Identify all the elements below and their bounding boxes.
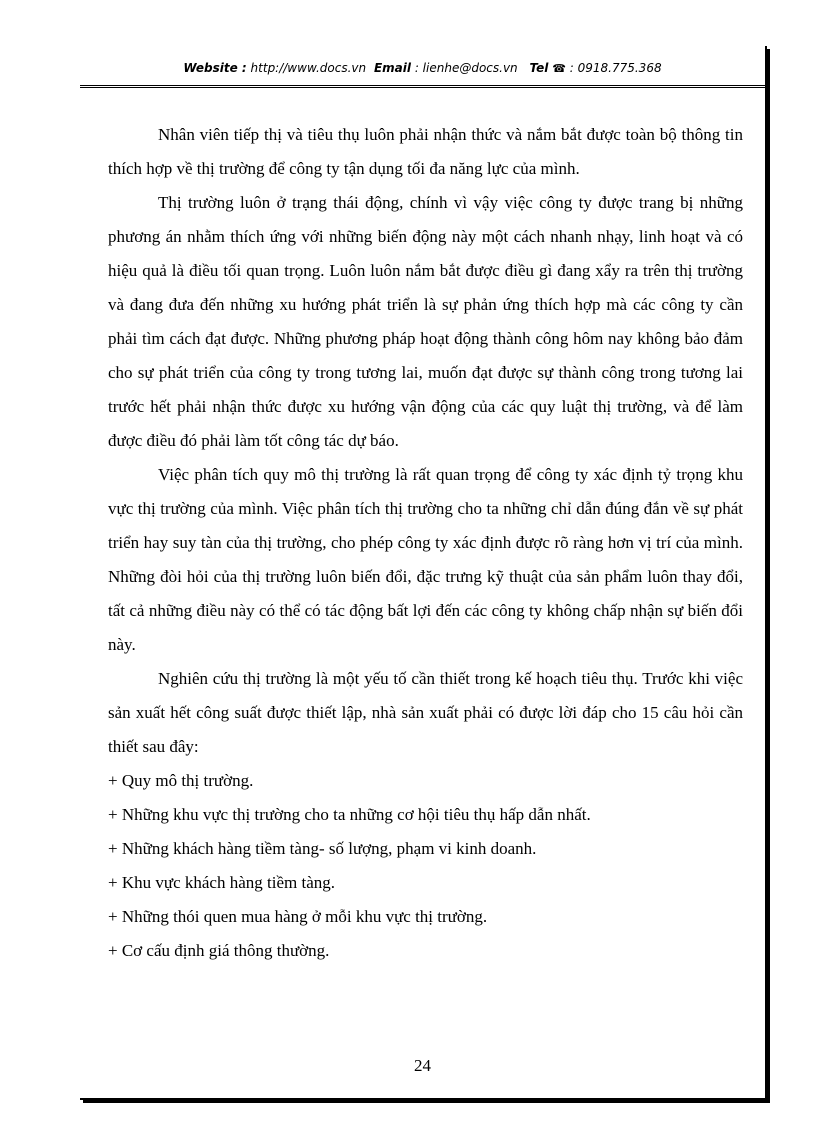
list-item: + Quy mô thị trường. [108, 771, 254, 790]
paragraph: Nghiên cứu thị trường là một yếu tố cần thiết trong kế hoạch tiêu thụ. Trước khi việc sản xuất hết công suất được thiết lập, nhà sản xuất phải có được lời đáp cho 15 câu hỏi cần thiết sau đây: [108, 669, 743, 756]
document-body [108, 118, 743, 968]
list-item: + Cơ cấu định giá thông thường. [108, 941, 330, 960]
email-link[interactable]: : lienhe@docs.vn [414, 61, 518, 75]
website-link[interactable]: http://www.docs.vn [250, 61, 367, 75]
tel-number: : 0918.775.368 [569, 61, 662, 75]
phone-icon: ☎ [552, 62, 566, 75]
list-item: + Khu vực khách hàng tiềm tàng. [108, 873, 335, 892]
list-item: + Những khu vực thị trường cho ta những cơ hội tiêu thụ hấp dẫn nhất. [108, 805, 591, 824]
paragraph: Thị trường luôn ở trạng thái động, chính vì vậy việc công ty được trang bị những phương án nhằm thích ứng với những biến động này một cách nhanh nhạy, linh hoạt và có hiệu quả là điều tối quan trọng. Luôn luôn nắm bắt được điều gì đang xẩy ra trên thị trường và đang đưa đến những xu hướng phát triển là sự phản ứng thích hợp mà các công ty cần phải tìm cách đạt được. Những phương pháp hoạt động thành công hôm nay không bảo đảm cho sự phát triển của công ty trong tương lai, muốn đạt được sự thành công trong tương lai trước hết phải nhận thức được xu hướng vận động của các quy luật thị trường, và để làm được điều đó phải làm tốt công tác dự báo. [108, 193, 743, 450]
page-header [80, 58, 765, 88]
website-label: Website : [183, 61, 247, 75]
list-item: + Những thói quen mua hàng ở mỗi khu vực thị trường. [108, 907, 488, 926]
tel-label: Tel [529, 61, 549, 75]
page-number: 24 [414, 1056, 431, 1075]
list-item: + Những khách hàng tiềm tàng- số lượng, phạm vi kinh doanh. [108, 839, 537, 858]
email-label: Email [373, 61, 411, 75]
paragraph: Nhân viên tiếp thị và tiêu thụ luôn phải nhận thức và nắm bắt được toàn bộ thông tin thích hợp về thị trường để công ty tận dụng tối đa năng lực của mình. [108, 125, 743, 178]
paragraph: Việc phân tích quy mô thị trường là rất quan trọng để công ty xác định tỷ trọng khu vực thị trường của mình. Việc phân tích thị trường cho ta những chỉ dẫn đúng đắn về sự phát triển hay suy tàn của thị trường, cho phép công ty xác định được rõ ràng hơn vị trí của mình. Những đòi hỏi của thị trường luôn biến đổi, đặc trưng kỹ thuật của sản phẩm luôn thay đổi, tất cả những điều này có thể có tác động bất lợi đến các công ty không chấp nhận sự biến đổi này. [108, 465, 743, 654]
